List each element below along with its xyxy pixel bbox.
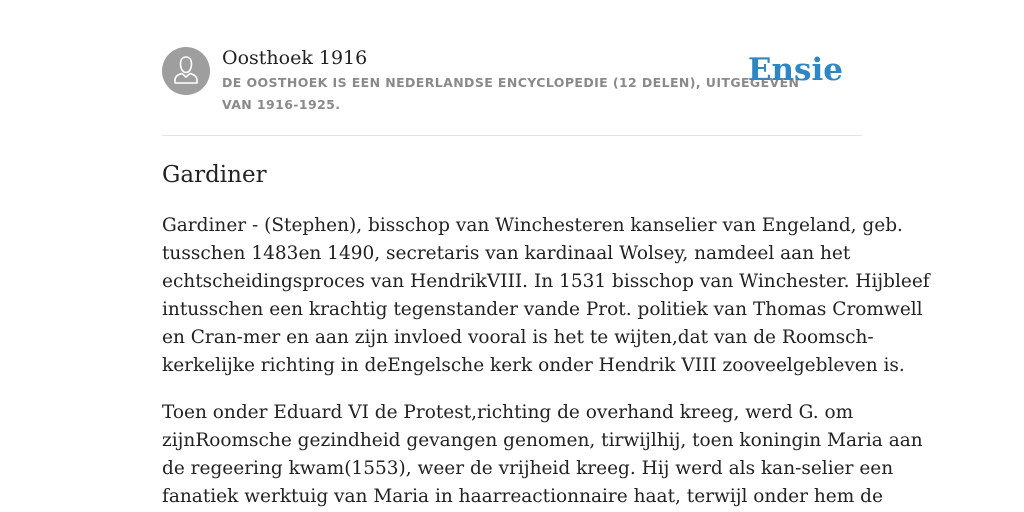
paragraph-line: kerkelijke richting in deEngelsche kerk onder Hendrik VIII zooveelgebleven is. [162, 355, 905, 376]
header-divider [162, 135, 862, 136]
paragraph-line: de regeering kwam(1553), weer de vrijheid kreeg. Hij werd als kan-selier een [162, 458, 894, 479]
paragraph-line: tusschen 1483en 1490, secretaris van kardinaal Wolsey, namdeel aan het [162, 243, 851, 264]
source-name[interactable]: Oosthoek 1916 [222, 47, 368, 69]
source-description-line: DE OOSTHOEK IS EEN NEDERLANDSE ENCYCLOPEDIE (12 DELEN), UITGEGEVEN [222, 75, 800, 90]
article-body [162, 212, 930, 512]
paragraph-line: Toen onder Eduard VI de Protest,richting de overhand kreeg, werd G. om [162, 402, 854, 423]
paragraph-line: Gardiner - (Stephen), bisschop van Winchesteren kanselier van Engeland, geb. [162, 215, 903, 236]
user-icon[interactable] [162, 47, 210, 95]
article-paragraph [162, 399, 923, 511]
paragraph-line: en Cran-mer en aan zijn invloed vooral is het te wijten,dat van de Roomsch- [162, 327, 874, 348]
paragraph-line: zijnRoomsche gezindheid gevangen genomen, tirwijlhij, toen koningin Maria aan [162, 430, 923, 451]
source-description [222, 72, 800, 116]
paragraph-line: echtscheidingsproces van HendrikVIII. In 1531 bisschop van Winchester. Hijbleef [162, 271, 930, 292]
article-paragraph [162, 212, 930, 380]
article-title: Gardiner [162, 162, 267, 188]
source-description-line: VAN 1916-1925. [222, 97, 341, 112]
source-header [162, 46, 862, 118]
ensie-logo[interactable]: Ensie [747, 52, 843, 88]
paragraph-line: intusschen een krachtig tegenstander vande Prot. politiek van Thomas Cromwell [162, 299, 923, 320]
paragraph-line: fanatiek werktuig van Maria in haarreactionnaire haat, terwijl onder hem de [162, 486, 883, 507]
